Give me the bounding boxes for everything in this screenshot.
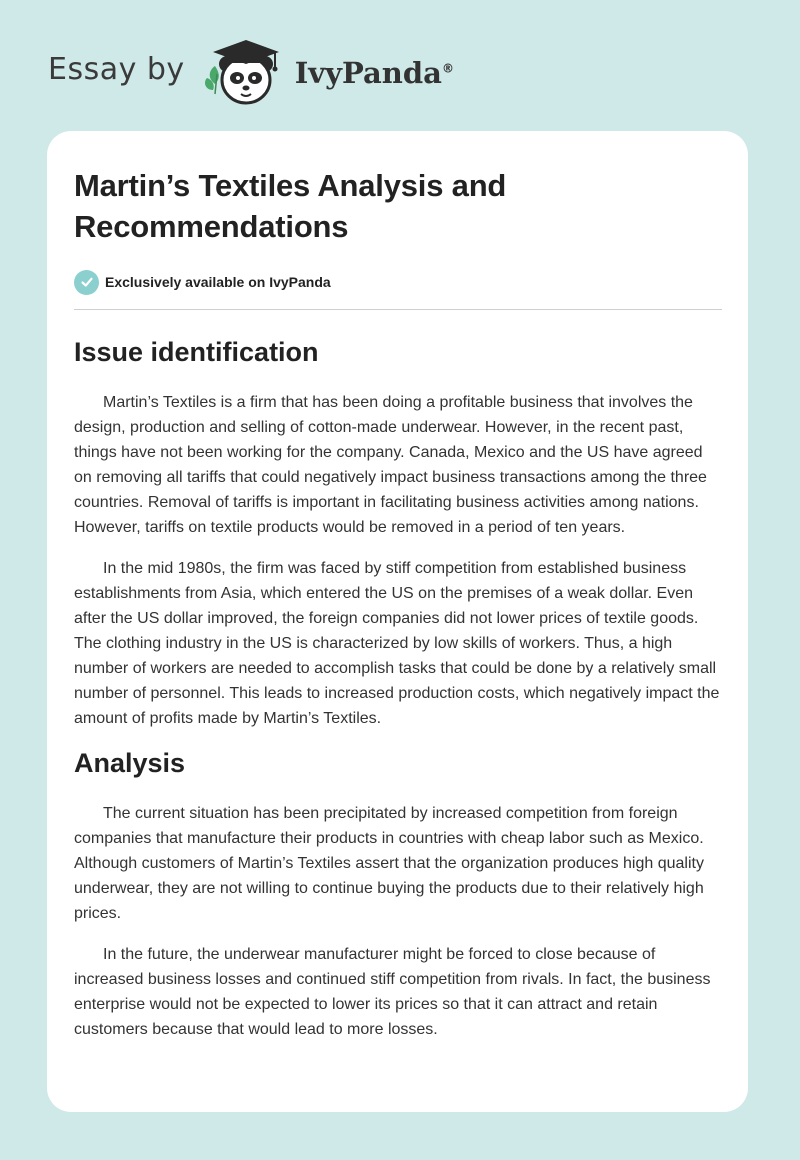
section-heading: Analysis	[74, 748, 186, 778]
paragraph: The current situation has been precipitated by increased competition from foreign companies that manufacture their products in countries with cheap labor such as Mexico. Although customers of Martin’s Textiles assert that the organization produces high quality underwear, they are not willing to continue buying the products due to their relatively high prices.	[74, 805, 704, 922]
article-content	[74, 165, 722, 1042]
brand-prefix: Essay by	[48, 51, 185, 87]
paragraph: Martin’s Textiles is a firm that has been doing a profitable business that involves the design, production and selling of cotton-made underwear. However, in the recent past, things have not been working for the company. Canada, Mexico and the US have agreed on removing all tariffs that could negatively impact business transactions among the three countries. Removal of tariffs is important in facilitating business activities among nations. However, tariffs on textile products would be removed in a period of ten years.	[74, 394, 707, 536]
article-card	[47, 131, 748, 1112]
brand-name	[295, 56, 454, 90]
exclusive-badge	[74, 269, 722, 295]
divider	[74, 309, 722, 310]
brand-name-text: IvyPanda	[294, 56, 442, 90]
paragraph: In the future, the underwear manufacturer might be forced to close because of increased business losses and continued stiff competition from rivals. In fact, the business enterprise would not be expected to lower its prices so that it can attract and retain customers because that would lead to more losses.	[74, 946, 711, 1038]
check-circle-icon	[74, 270, 99, 295]
section-heading: Issue identification	[74, 337, 319, 367]
article-title: Martin’s Textiles Analysis and Recommendations	[74, 168, 507, 244]
registered-mark: ®	[441, 61, 454, 76]
badge-text: Exclusively available on IvyPanda	[105, 274, 331, 290]
brand-header[interactable]	[48, 34, 454, 110]
panda-graduation-cap-icon	[203, 34, 289, 110]
section-issue-identification	[74, 334, 722, 731]
section-analysis	[74, 745, 722, 1042]
paragraph: In the mid 1980s, the firm was faced by stiff competition from established business establishments from Asia, which entered the US on the premises of a weak dollar. Even after the US dollar improved, the foreign companies did not lower prices of textile goods. The clothing industry in the US is characterized by low skills of workers. Thus, a high number of workers are needed to accomplish tasks that could be done by a relatively small number of personnel. This leads to increased production costs, which negatively impact the amount of profits made by Martin’s Textiles.	[74, 560, 720, 727]
